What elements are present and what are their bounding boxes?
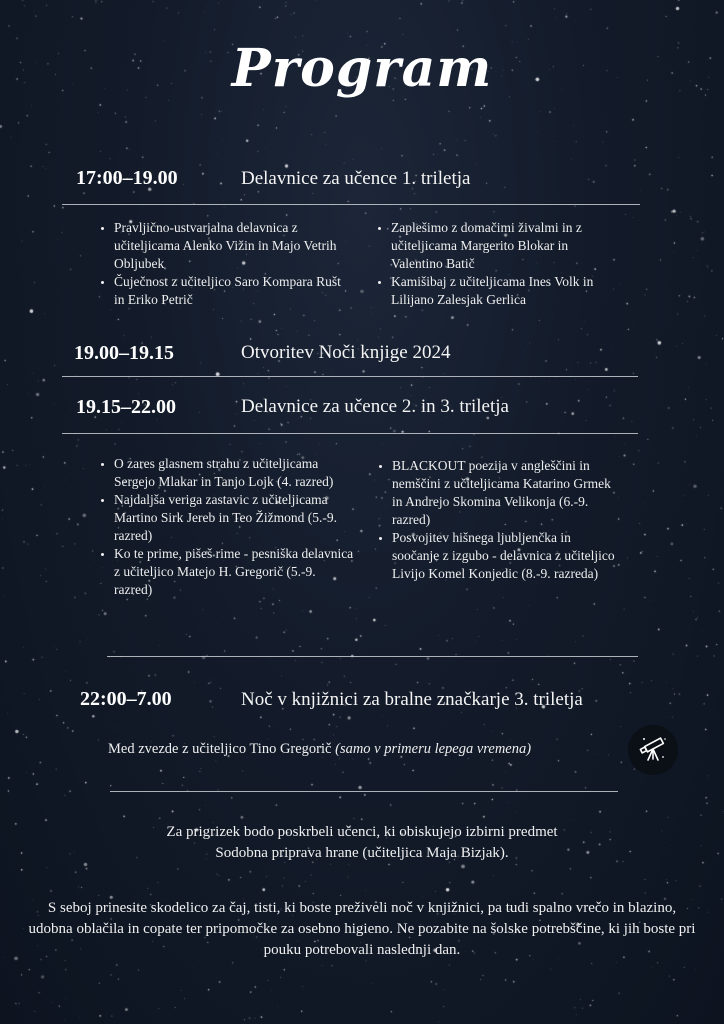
list-item: • Najdaljša veriga zastavic z učiteljicama Martino Sirk Jereb in Teo Žižmond (5.-9. razred) — [114, 491, 354, 545]
list-item: • O zares glasnem strahu z učiteljicama Sergejo Mlakar in Tanjo Lojk (4. razred) — [114, 455, 354, 491]
workshop-list-3-right — [370, 457, 620, 583]
stargazing-line — [108, 741, 531, 758]
list-item: • BLACKOUT poezija v angleščini in nemščini z učiteljicama Katarino Grmek in Andrejo Skomina Velikonja (6.-9. razred) — [392, 457, 620, 529]
time-slot-4: 22:00–7.00 — [80, 688, 172, 710]
stargazing-note: (samo v primeru lepega vremena) — [335, 741, 532, 757]
list-item: • Posvojitev hišnega ljubljenčka in soočanje z izgubo - delavnica z učiteljico Livijo Komel Konjedic (8.-9. razreda) — [392, 529, 620, 583]
time-slot-1: 17:00–19.00 — [76, 167, 178, 189]
workshop-list-1-left — [92, 219, 352, 309]
list-item: • Ko te prime, pišeš rime - pesniška delavnica z učiteljico Matejo H. Gregorič (5.-9. razred) — [114, 545, 354, 599]
divider — [107, 656, 638, 657]
divider — [62, 204, 640, 205]
list-item: • Kamišibaj z učiteljicama Ines Volk in Lilijano Zalesjak Gerlica — [391, 273, 614, 309]
section-heading-4: Noč v knjižnici za bralne značkarje 3. triletja — [241, 689, 583, 710]
divider — [110, 791, 618, 792]
workshop-list-3-left — [92, 455, 354, 599]
list-item: • Zaplešimo z domačimi živalmi in z učiteljicama Margerito Blokar in Valentino Batič — [391, 219, 614, 273]
stargazing-text: Med zvezde z učiteljico Tino Gregorič — [108, 741, 332, 757]
section-heading-3: Delavnice za učence 2. in 3. triletja — [241, 396, 509, 417]
section-heading-1: Delavnice za učence 1. triletja — [241, 168, 471, 189]
page-title: Program — [231, 38, 493, 99]
list-item: • Pravljično-ustvarjalna delavnica z učiteljicama Alenko Vižin in Majo Vetrih Obljubek — [114, 219, 352, 273]
list-item: • Čuječnost z učiteljico Saro Kompara Rušt in Eriko Petrič — [114, 273, 352, 309]
time-slot-3: 19.15–22.00 — [76, 396, 176, 418]
snack-note: Za prigrizek bodo poskrbeli učenci, ki obiskujejo izbirni predmet Sodobna priprava hrane (učiteljica Maja Bizjak). — [166, 824, 558, 861]
workshop-list-1-right — [369, 219, 614, 309]
telescope-icon — [628, 725, 678, 775]
time-slot-2: 19.00–19.15 — [74, 342, 174, 364]
bring-note: S seboj prinesite skodelico za čaj, tisti, ki boste preživeli noč v knjižnici, pa tudi spalno vrečo in blazino, udobna oblačila in copate ter pripomočke za osebno higieno. Ne pozabite na šolske potrebščine, ki jih boste pri pouku potrebovali naslednji dan. — [28, 900, 696, 958]
divider — [62, 433, 638, 434]
section-heading-2: Otvoritev Noči knjige 2024 — [241, 342, 451, 363]
divider — [62, 376, 638, 377]
